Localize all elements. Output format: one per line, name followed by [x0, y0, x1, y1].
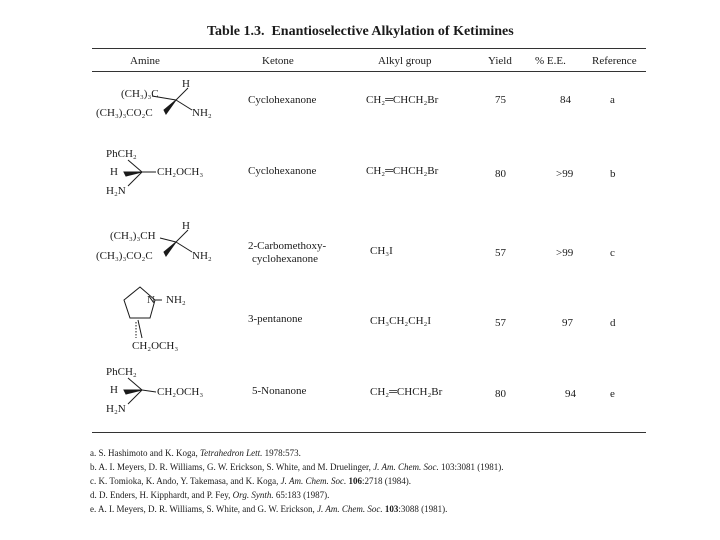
amine-b-ch2och3: CH₂OCH₃: [157, 166, 204, 178]
ee-e: 94: [565, 388, 576, 400]
amine-b-h: H: [110, 166, 118, 178]
reference-note-a: [90, 448, 301, 458]
reference-b: b: [610, 168, 616, 180]
amine-c-nh2: NH₂: [192, 250, 212, 262]
reference-note-c: [90, 476, 411, 486]
ee-b: >99: [556, 168, 574, 180]
amine-a-tbu: (CH₃)₃C: [121, 88, 159, 100]
ee-a: 84: [560, 94, 571, 106]
table-label: Table 1.3.: [207, 24, 265, 39]
yield-c: 57: [495, 247, 506, 259]
ketone-c-line2: cyclohexanone: [252, 253, 318, 265]
ref-c-vol: 106: [346, 476, 362, 486]
reference-c: c: [610, 247, 615, 259]
reference-note-b: [90, 462, 504, 472]
ketone-a: Cyclohexanone: [248, 94, 317, 106]
amine-c-ipr: (CH₃)₃CH: [110, 230, 156, 242]
ref-b-authors: A. I. Meyers, D. R. Williams, G. W. Erickson, S. White, and M. Druelinger,: [98, 462, 374, 472]
amine-a-nh2: NH₂: [192, 107, 212, 119]
amine-e-ch2och3: CH₂OCH₃: [157, 386, 204, 398]
yield-a: 75: [495, 94, 506, 106]
amine-e-h2n: H₂N: [106, 403, 126, 415]
header-amine: Amine: [130, 55, 160, 67]
ref-b-journal: J. Am. Chem. Soc.: [373, 462, 439, 472]
ref-d-journal: Org. Synth.: [232, 490, 274, 500]
amine-d-ch2och3: CH₂OCH₃: [132, 340, 179, 352]
ref-c-letter: c.: [90, 476, 97, 486]
alkyl-c: CH₃I: [370, 245, 393, 257]
ee-c: >99: [556, 247, 574, 259]
header-reference: Reference: [592, 55, 637, 67]
ref-c-rest: :2718 (1984).: [361, 476, 411, 486]
ketone-e: 5-Nonanone: [252, 385, 307, 397]
ref-e-journal: J. Am. Chem. Soc.: [317, 504, 383, 514]
amine-d-n: N: [147, 294, 155, 306]
ketone-c-line1: 2-Carbomethoxy-: [248, 240, 327, 252]
reference-note-e: [90, 504, 447, 514]
ref-c-authors: K. Tomioka, K. Ando, Y. Takemasa, and K. Koga,: [98, 476, 281, 486]
ketone-b: Cyclohexanone: [248, 165, 317, 177]
amine-c-h: H: [182, 220, 190, 232]
ketone-d: 3-pentanone: [248, 313, 303, 325]
ref-a-rest: 1978:573.: [262, 448, 301, 458]
alkyl-a: CH₂═CHCH₂Br: [366, 94, 439, 106]
amine-a-ester: (CH₃)₃CO₂C: [96, 107, 153, 119]
table-caption: Enantioselective Alkylation of Ketimines: [271, 24, 514, 39]
ref-a-letter: a.: [90, 448, 97, 458]
header-ee: % E.E.: [535, 55, 566, 67]
reference-note-d: [90, 490, 329, 500]
amine-d-nh2: NH₂: [166, 294, 186, 306]
ref-d-authors: D. Enders, H. Kipphardt, and P. Fey,: [99, 490, 233, 500]
ref-e-letter: e.: [90, 504, 97, 514]
alkyl-b: CH₂═CHCH₂Br: [366, 165, 439, 177]
ref-c-journal: J. Am. Chem. Soc.: [280, 476, 347, 486]
alkyl-e: CH₂═CHCH₂Br: [370, 386, 443, 398]
reference-e: e: [610, 388, 615, 400]
amine-b-phch2: PhCH₂: [106, 148, 137, 160]
reference-d: d: [610, 317, 616, 329]
amine-a-h: H: [182, 78, 190, 90]
ref-a-journal: Tetrahedron Lett.: [200, 448, 263, 458]
ref-b-letter: b.: [90, 462, 97, 472]
yield-e: 80: [495, 388, 506, 400]
ee-d: 97: [562, 317, 573, 329]
amine-b-h2n: H₂N: [106, 185, 126, 197]
header-yield: Yield: [488, 55, 512, 67]
reference-a: a: [610, 94, 615, 106]
yield-b: 80: [495, 168, 506, 180]
ref-d-rest: 65:183 (1987).: [273, 490, 330, 500]
alkyl-d: CH₃CH₂CH₂I: [370, 315, 432, 327]
header-ketone: Ketone: [262, 55, 294, 67]
ref-e-authors: A. I. Meyers, D. R. Williams, S. White, and G. W. Erickson,: [98, 504, 318, 514]
ref-e-vol: 103: [382, 504, 399, 514]
header-alkyl: Alkyl group: [378, 55, 432, 67]
amine-e-phch2: PhCH₂: [106, 366, 137, 378]
ref-e-rest: :3088 (1981).: [398, 504, 448, 514]
yield-d: 57: [495, 317, 506, 329]
ref-a-authors: S. Hashimoto and K. Koga,: [98, 448, 200, 458]
amine-e-h: H: [110, 384, 118, 396]
ref-b-rest: 103:3081 (1981).: [438, 462, 504, 472]
amine-c-ester: (CH₃)₃CO₂C: [96, 250, 153, 262]
ref-d-letter: d.: [90, 490, 97, 500]
